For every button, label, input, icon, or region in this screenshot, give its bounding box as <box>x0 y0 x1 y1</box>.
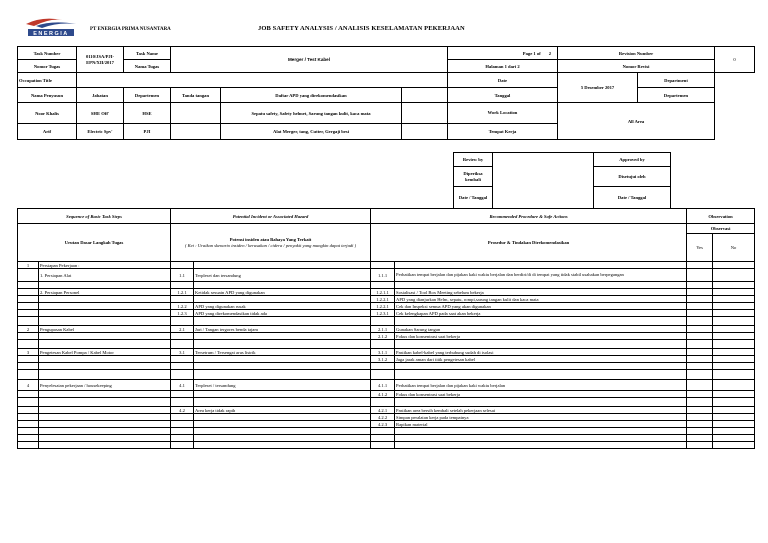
row-number <box>18 428 39 435</box>
row-hazard: Tersetrum / Tersengat arus listrik <box>194 349 371 356</box>
row-number <box>18 391 39 398</box>
approval-table <box>453 152 671 209</box>
row-yes-cell <box>687 363 713 370</box>
row-yes-cell <box>687 428 713 435</box>
row-yes-cell <box>687 349 713 356</box>
row-yes-cell <box>687 289 713 296</box>
revision-label-id: Nomor Revisi <box>558 60 715 73</box>
row-step: 2. Persiapan Personel <box>39 289 171 296</box>
row-procedure-number: 3.1.2 <box>371 356 395 363</box>
row-no-cell <box>713 356 755 363</box>
row-step: Pengupasan Kabel <box>39 326 171 333</box>
col-nama: Nama Penyusun <box>18 88 77 103</box>
row-hazard: Area kerja tidak rapih <box>194 407 371 414</box>
row-hazard-number <box>171 391 194 398</box>
col-haz-note: ( Ket : Uraikan skenario insiden / kerusakan / cidera / penyakit yang mungkin dapat terjadi ) <box>184 242 357 248</box>
row-procedure-number: 1.2.1.1 <box>371 289 395 296</box>
row-yes-cell <box>687 310 713 317</box>
table-row <box>18 435 755 442</box>
row-procedure <box>395 282 687 289</box>
review-label: Review by <box>454 153 493 167</box>
table-row <box>18 326 755 333</box>
row-step <box>39 317 171 326</box>
row-hazard-number <box>171 340 194 349</box>
row-yes-cell <box>687 262 713 269</box>
row-procedure: Fokus dan konsentrasi saat bekerja <box>395 391 687 398</box>
company-name: PT ENERGIA PRIMA NUSANTARA <box>90 27 171 32</box>
row-procedure-number <box>371 370 395 380</box>
row-procedure-number <box>371 398 395 407</box>
col-haz-id <box>171 224 371 262</box>
row-yes-cell <box>687 442 713 449</box>
row-procedure-number: 3.1.1 <box>371 349 395 356</box>
row-number: 1 <box>18 262 39 269</box>
department-label: Department <box>638 73 715 88</box>
table-row <box>18 262 755 269</box>
col-obs-id: Observasi <box>687 224 755 234</box>
row-number <box>18 269 39 282</box>
table-row <box>18 296 755 303</box>
row-yes-cell <box>687 421 713 428</box>
col-haz-en: Potential Incident or Associated Hazard <box>171 209 371 224</box>
row-step <box>39 340 171 349</box>
row-no-cell <box>713 414 755 421</box>
row-procedure-number: 1.2.2.1 <box>371 303 395 310</box>
row-hazard-number <box>171 356 194 363</box>
row-procedure: Simpan peralatan kerja pada tempatnya <box>395 414 687 421</box>
task-name-value: Merger / Test Kabel <box>171 47 448 73</box>
row-procedure-number <box>371 363 395 370</box>
row-step <box>39 282 171 289</box>
col-apd: Daftar APD yang direkomendasikan <box>221 88 402 103</box>
row-hazard <box>194 391 371 398</box>
row-hazard: APD yang direkomendasikan tidak ada <box>194 310 371 317</box>
row-procedure <box>395 317 687 326</box>
task-number-value: 0110/JSA/PJI-EPN/XII/2017 <box>77 47 124 73</box>
row-number <box>18 370 39 380</box>
row-hazard-number: 1.2.3 <box>171 310 194 317</box>
row-hazard-number <box>171 370 194 380</box>
row-no-cell <box>713 262 755 269</box>
row-procedure <box>395 363 687 370</box>
table-row <box>18 356 755 363</box>
row-hazard-number <box>171 435 194 442</box>
row-procedure-number: 1.1.1 <box>371 269 395 282</box>
row-procedure-number: 4.2.1 <box>371 407 395 414</box>
task-number-label-id: Nomor Tugas <box>18 60 77 73</box>
row-hazard <box>194 296 371 303</box>
task-name-label-id: Nama Tugas <box>124 60 171 73</box>
table-row <box>18 310 755 317</box>
row-step: Pengetesan Kabel Pompa / Kabel Motor <box>39 349 171 356</box>
row-hazard <box>194 333 371 340</box>
col-seq-en: Sequence of Basic Task Steps <box>18 209 171 224</box>
row-hazard <box>194 282 371 289</box>
person1-title: SHE Off' <box>77 103 124 124</box>
apd-2: Alat Merger, tang, Cutter, Gergaji besi <box>221 124 402 140</box>
row-yes-cell <box>687 370 713 380</box>
row-procedure-number <box>371 282 395 289</box>
row-step <box>39 398 171 407</box>
row-step <box>39 303 171 310</box>
col-haz-id-title: Potensi insiden atau Bahaya Yang Terkait <box>229 237 312 243</box>
approved-date-label: Date / Tanggal <box>594 187 671 209</box>
row-yes-cell <box>687 340 713 349</box>
row-hazard <box>194 262 371 269</box>
row-hazard <box>194 356 371 363</box>
table-row <box>18 391 755 398</box>
row-number <box>18 363 39 370</box>
row-procedure: Fokus dan konsentrasi saat bekerja <box>395 333 687 340</box>
row-hazard-number: 2.1 <box>171 326 194 333</box>
table-row <box>18 317 755 326</box>
row-step <box>39 356 171 363</box>
row-yes-cell <box>687 296 713 303</box>
row-no-cell <box>713 282 755 289</box>
row-step <box>39 435 171 442</box>
row-no-cell <box>713 269 755 282</box>
row-no-cell <box>713 326 755 333</box>
row-procedure-number: 4.1.1 <box>371 380 395 391</box>
row-hazard <box>194 398 371 407</box>
row-yes-cell <box>687 317 713 326</box>
table-row <box>18 442 755 449</box>
row-procedure <box>395 340 687 349</box>
row-step <box>39 370 171 380</box>
col-seq-id: Urutan Dasar Langkah Tugas <box>18 224 171 262</box>
approved-label-id: Disetujui oleh <box>594 167 671 187</box>
row-procedure-number: 4.2.3 <box>371 421 395 428</box>
col-jabatan: Jabatan <box>77 88 124 103</box>
row-hazard <box>194 317 371 326</box>
row-no-cell <box>713 391 755 398</box>
row-number: 4 <box>18 380 39 391</box>
row-hazard: Ketidak sesuain APD yang digunakan <box>194 289 371 296</box>
table-row <box>18 414 755 421</box>
table-row <box>18 407 755 414</box>
row-procedure <box>395 398 687 407</box>
department-label-id: Departemen <box>638 88 715 103</box>
occupation-value <box>77 73 448 88</box>
row-hazard-number <box>171 296 194 303</box>
table-row <box>18 370 755 380</box>
review-label-id: Diperiksa kembali <box>454 167 493 187</box>
row-yes-cell <box>687 391 713 398</box>
row-number <box>18 333 39 340</box>
row-step <box>39 407 171 414</box>
review-signature <box>493 153 594 209</box>
task-number-label: Task Number <box>18 47 77 60</box>
row-procedure-number <box>371 262 395 269</box>
person2-dept: PJI <box>124 124 171 140</box>
signature-2 <box>171 124 221 140</box>
row-hazard-number <box>171 428 194 435</box>
row-no-cell <box>713 428 755 435</box>
row-procedure <box>395 262 687 269</box>
col-obs-en: Observation <box>687 209 755 224</box>
row-step <box>39 363 171 370</box>
row-hazard <box>194 340 371 349</box>
row-number <box>18 289 39 296</box>
row-procedure: Cek dan Inspeksi semua APD yang akan digunakan <box>395 303 687 310</box>
row-procedure: Rapikan material <box>395 421 687 428</box>
row-no-cell <box>713 421 755 428</box>
table-row <box>18 421 755 428</box>
row-hazard-number <box>171 414 194 421</box>
col-departemen: Departemen <box>124 88 171 103</box>
row-step <box>39 333 171 340</box>
approved-label: Approved by <box>594 153 671 167</box>
row-number <box>18 356 39 363</box>
row-procedure: Jaga jarak aman dari titik pengetesan kabel <box>395 356 687 363</box>
halaman-label: Halaman 1 dari 2 <box>448 60 558 73</box>
row-no-cell <box>713 370 755 380</box>
row-no-cell <box>713 340 755 349</box>
row-procedure-number: 1.2.2.1 <box>371 296 395 303</box>
revision-value: 0 <box>715 47 755 73</box>
row-yes-cell <box>687 435 713 442</box>
row-hazard <box>194 363 371 370</box>
row-number <box>18 407 39 414</box>
table-row <box>18 303 755 310</box>
row-procedure: Perhatikan tempat berjalan dan pijakan kaki waktu berjalan <box>395 380 687 391</box>
row-procedure-number <box>371 317 395 326</box>
row-yes-cell <box>687 269 713 282</box>
row-number <box>18 442 39 449</box>
row-hazard: Jari / Tangan tergores benda tajam <box>194 326 371 333</box>
row-procedure: Gunakan Sarung tangan <box>395 326 687 333</box>
row-step <box>39 296 171 303</box>
row-hazard-number: 1.1 <box>171 269 194 282</box>
row-hazard-number: 4.2 <box>171 407 194 414</box>
row-step <box>39 428 171 435</box>
work-location-value: All Area <box>558 103 715 140</box>
table-row <box>18 349 755 356</box>
row-step <box>39 414 171 421</box>
row-number <box>18 282 39 289</box>
row-no-cell <box>713 380 755 391</box>
row-number: 2 <box>18 326 39 333</box>
row-hazard-number: 4.1 <box>171 380 194 391</box>
row-no-cell <box>713 442 755 449</box>
col-no: No <box>713 234 755 262</box>
row-hazard <box>194 428 371 435</box>
row-procedure-number: 4.1.2 <box>371 391 395 398</box>
col-proc-en: Recommended Procedure & Safe Actions <box>371 209 687 224</box>
row-hazard-number <box>171 317 194 326</box>
table-row <box>18 282 755 289</box>
row-hazard <box>194 435 371 442</box>
row-no-cell <box>713 398 755 407</box>
apd-1: Sepatu safety, Safety helmet, Sarung tangan kulit, kaca mata <box>221 103 402 124</box>
row-hazard <box>194 370 371 380</box>
person1-name: Noor Khalis <box>18 103 77 124</box>
row-hazard-number: 1.2.1 <box>171 289 194 296</box>
row-hazard-number: 3.1 <box>171 349 194 356</box>
row-yes-cell <box>687 414 713 421</box>
row-yes-cell <box>687 356 713 363</box>
row-no-cell <box>713 333 755 340</box>
row-step <box>39 310 171 317</box>
row-hazard: APD yang digunakan rusak <box>194 303 371 310</box>
table-row <box>18 269 755 282</box>
signature-1 <box>171 103 221 124</box>
row-yes-cell <box>687 282 713 289</box>
svg-text:ENERGIA: ENERGIA <box>33 30 69 37</box>
review-date-label: Date / Tanggal <box>454 187 493 209</box>
row-no-cell <box>713 303 755 310</box>
row-hazard-number <box>171 421 194 428</box>
company-logo <box>22 14 80 40</box>
row-procedure <box>395 370 687 380</box>
row-yes-cell <box>687 407 713 414</box>
row-procedure-number <box>371 340 395 349</box>
row-procedure: Pastikan kabel-kabel yang terhubung sudah di isolasi <box>395 349 687 356</box>
row-yes-cell <box>687 398 713 407</box>
row-procedure-number <box>371 435 395 442</box>
row-hazard-number <box>171 282 194 289</box>
row-number <box>18 414 39 421</box>
header-table <box>17 46 755 140</box>
col-ttd: Tanda tangan <box>171 88 221 103</box>
row-step: 1. Persiapan Alat <box>39 269 171 282</box>
row-number <box>18 340 39 349</box>
table-row <box>18 398 755 407</box>
row-number <box>18 435 39 442</box>
row-hazard <box>194 442 371 449</box>
row-procedure <box>395 428 687 435</box>
table-row <box>18 333 755 340</box>
row-number <box>18 310 39 317</box>
row-procedure-number: 1.2.3.1 <box>371 310 395 317</box>
row-yes-cell <box>687 303 713 310</box>
row-procedure: Pastikan area bersih kembali setelah pekerjaan selesai <box>395 407 687 414</box>
row-no-cell <box>713 317 755 326</box>
row-procedure-number: 2.1.2 <box>371 333 395 340</box>
row-procedure-number: 2.1.1 <box>371 326 395 333</box>
row-number <box>18 303 39 310</box>
row-hazard: Terpleset dan tersandung <box>194 269 371 282</box>
row-hazard <box>194 421 371 428</box>
row-no-cell <box>713 363 755 370</box>
row-yes-cell <box>687 333 713 340</box>
row-procedure: Sosialisasi / Tool Box Meeting sebelum bekerja <box>395 289 687 296</box>
row-no-cell <box>713 407 755 414</box>
date-label: Date <box>448 73 558 88</box>
date-label-id: Tanggal <box>448 88 558 103</box>
row-hazard-number <box>171 398 194 407</box>
row-hazard-number: 1.2.2 <box>171 303 194 310</box>
revision-label: Revision Number <box>558 47 715 60</box>
row-step: Penyelesaian pekerjaan / housekeeping <box>39 380 171 391</box>
row-no-cell <box>713 435 755 442</box>
table-row <box>18 363 755 370</box>
date-value: 5 Desember 2017 <box>558 73 638 103</box>
col-proc-id: Prosedur & Tindakan Direkomendasikan <box>371 224 687 262</box>
person1-dept: HSE <box>124 103 171 124</box>
page-label: Page 1 of 2 <box>448 47 558 60</box>
table-row <box>18 428 755 435</box>
work-location-label-id: Tempat Kerja <box>448 124 558 140</box>
row-number <box>18 421 39 428</box>
col-yes: Yes <box>687 234 713 262</box>
table-row <box>18 340 755 349</box>
row-no-cell <box>713 310 755 317</box>
task-name-label: Task Name <box>124 47 171 60</box>
row-hazard-number <box>171 333 194 340</box>
jsa-task-table <box>17 208 755 449</box>
row-hazard-number <box>171 262 194 269</box>
row-procedure-number <box>371 442 395 449</box>
row-no-cell <box>713 349 755 356</box>
row-procedure: APD yang dianjurkan Helm, sepatu, rompi,sarung tangan kulit dan kaca mata <box>395 296 687 303</box>
row-step <box>39 391 171 398</box>
row-number <box>18 398 39 407</box>
table-row <box>18 380 755 391</box>
row-no-cell <box>713 296 755 303</box>
row-step <box>39 421 171 428</box>
person2-name: Arif <box>18 124 77 140</box>
row-procedure: Cek kelengkapan APD pada saat akan bekerja <box>395 310 687 317</box>
row-procedure <box>395 442 687 449</box>
row-procedure: Perhatikan tempat berjalan dan pijakan kaki waktu berjalan dan berdiri/di di tempat yang tidak stabil usahakan berpegangan <box>395 269 687 282</box>
row-yes-cell <box>687 380 713 391</box>
row-number: 3 <box>18 349 39 356</box>
row-hazard: Terpleset / tersandung <box>194 380 371 391</box>
row-step <box>39 442 171 449</box>
row-yes-cell <box>687 326 713 333</box>
row-no-cell <box>713 289 755 296</box>
row-step: Persiapan Pekerjaan : <box>39 262 171 269</box>
occupation-label: Occupation Title <box>18 73 77 88</box>
person2-title: Electric Spv' <box>77 124 124 140</box>
work-location-label: Work Location <box>448 103 558 124</box>
row-number <box>18 317 39 326</box>
document-title: JOB SAFETY ANALYSIS / ANALISIS KESELAMATAN PEKERJAAN <box>258 25 465 32</box>
row-hazard <box>194 414 371 421</box>
row-procedure-number: 4.2.2 <box>371 414 395 421</box>
row-number <box>18 296 39 303</box>
row-procedure <box>395 435 687 442</box>
row-procedure-number <box>371 428 395 435</box>
row-hazard-number <box>171 442 194 449</box>
table-row <box>18 289 755 296</box>
row-hazard-number <box>171 363 194 370</box>
